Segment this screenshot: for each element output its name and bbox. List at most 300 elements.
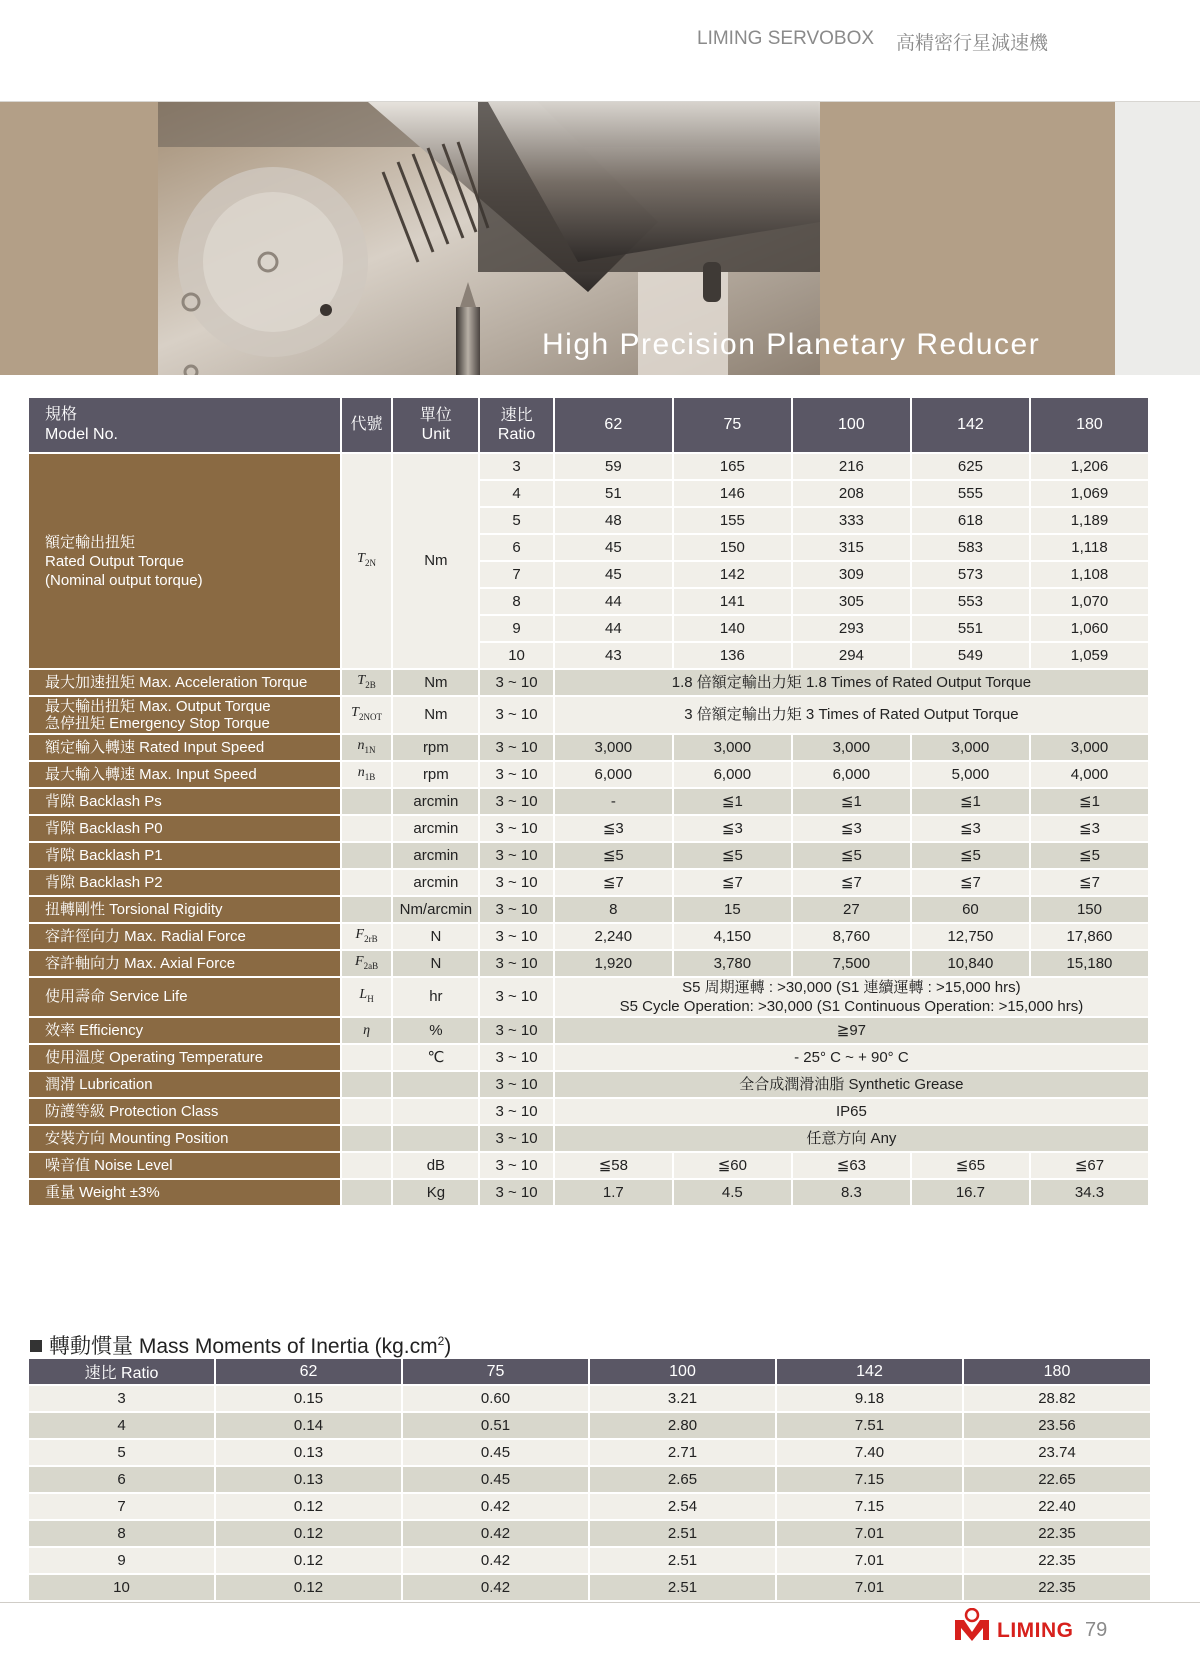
value-cell: 142 [674,562,791,587]
ratio-cell: 3 ~ 10 [480,1153,552,1178]
value-cell: 1,189 [1031,508,1148,533]
value-cell: 4,000 [1031,762,1148,787]
model-75-header: 75 [674,398,791,452]
value-cell: 333 [793,508,910,533]
value-cell: 44 [555,616,672,641]
rated-torque-label [29,454,340,668]
ratio-cell: 3 ~ 10 [480,789,552,814]
ratio-cell: 7 [480,562,552,587]
ratio-cell: 5 [29,1440,214,1465]
value-cell: 1,069 [1031,481,1148,506]
row-symbol [342,924,392,949]
value-cell: 165 [674,454,791,479]
row-symbol [342,735,392,760]
bullet-square-icon [30,1340,42,1352]
value-cell: 3,780 [674,951,791,976]
value-cell: 0.15 [216,1386,401,1411]
value-cell: 22.35 [964,1575,1150,1600]
value-cell: 146 [674,481,791,506]
value-cell: ≦7 [674,870,791,895]
row-unit: rpm [393,735,478,760]
value-cell: 0.13 [216,1467,401,1492]
unit-header-en: Unit [421,426,451,443]
row-label: 背隙 Backlash P0 [29,816,340,841]
value-cell: 0.12 [216,1575,401,1600]
value-cell: 7.15 [777,1494,962,1519]
value-cell: ≦7 [1031,870,1148,895]
value-cell: 22.40 [964,1494,1150,1519]
row-symbol [342,1126,392,1151]
table-row [29,870,1148,895]
value-cell: 4.5 [674,1180,791,1205]
value-cell: 7.40 [777,1440,962,1465]
symbol-main: T [351,705,359,721]
value-cell: 8 [555,897,672,922]
value-cell: 0.45 [403,1467,588,1492]
value-cell: ≦1 [674,789,791,814]
model-180-header: 180 [1031,398,1148,452]
value-cell: 3.21 [590,1386,775,1411]
value-cell: 6,000 [793,762,910,787]
table-row [29,1413,1150,1438]
row-label: 容許徑向力 Max. Radial Force [29,924,340,949]
row-label: 使用溫度 Operating Temperature [29,1045,340,1070]
spec-header-row [29,398,1148,452]
table-row [29,1153,1148,1178]
model-no-header [29,398,340,452]
row-symbol [342,1180,392,1205]
merged-value: - 25° C ~ + 90° C [555,1045,1148,1070]
value-cell: ≦3 [793,816,910,841]
table-row [29,454,1148,479]
value-cell: 155 [674,508,791,533]
symbol-main: n [357,737,365,753]
row-label: 安裝方向 Mounting Position [29,1126,340,1151]
max-output-label [29,697,340,733]
table-row [29,1548,1150,1573]
value-cell: 3,000 [1031,735,1148,760]
ratio-cell: 3 ~ 10 [480,762,552,787]
value-cell: 23.56 [964,1413,1150,1438]
value-cell: 294 [793,643,910,668]
table-row [29,978,1148,1016]
banner-side-panel [1115,102,1200,375]
table-row [29,1386,1150,1411]
row-label: 防護等級 Protection Class [29,1099,340,1124]
value-cell: 2.80 [590,1413,775,1438]
row-label: 背隙 Backlash P1 [29,843,340,868]
value-cell: 44 [555,589,672,614]
ratio-cell: 5 [480,508,552,533]
service-life-value [555,978,1148,1016]
row-unit [393,1099,478,1124]
value-cell: 9.18 [777,1386,962,1411]
header-subtitle: 高精密行星減速機 [896,33,1049,54]
value-cell: ≦7 [912,870,1029,895]
symbol-sub: 1B [364,771,376,782]
value-cell: ≦3 [1031,816,1148,841]
row-symbol [342,951,392,976]
value-cell: 0.12 [216,1548,401,1573]
ratio-cell: 3 ~ 10 [480,1099,552,1124]
value-cell: 583 [912,535,1029,560]
accel-torque-symbol [342,670,392,695]
value-cell: 17,860 [1031,924,1148,949]
value-cell: 553 [912,589,1029,614]
value-cell: 305 [793,589,910,614]
ratio-cell: 3 ~ 10 [480,735,552,760]
table-row [29,1018,1148,1043]
ratio-cell: 10 [480,643,552,668]
row-unit: arcmin [393,870,478,895]
value-cell: 3,000 [555,735,672,760]
page-number: 79 [1085,1619,1108,1641]
value-cell: 0.12 [216,1494,401,1519]
model-100-header: 100 [793,398,910,452]
ratio-cell: 3 ~ 10 [480,670,552,695]
value-cell: 43 [555,643,672,668]
ratio-header [480,398,552,452]
ratio-cell: 8 [29,1521,214,1546]
value-cell: 315 [793,535,910,560]
inertia-model-header: 142 [777,1359,962,1384]
table-row [29,951,1148,976]
value-cell: 6,000 [555,762,672,787]
row-unit: N [393,924,478,949]
ratio-cell: 3 ~ 10 [480,1126,552,1151]
ratio-cell: 3 ~ 10 [480,870,552,895]
value-cell: 23.74 [964,1440,1150,1465]
symbol-sub: 2NOT [358,711,382,722]
row-symbol: η [342,1018,392,1043]
ratio-cell: 3 ~ 10 [480,951,552,976]
table-row [29,1575,1150,1600]
value-cell: 7.51 [777,1413,962,1438]
ratio-cell: 3 ~ 10 [480,843,552,868]
inertia-table [27,1357,1152,1602]
ratio-cell: 3 ~ 10 [480,1018,552,1043]
symbol-main: F [355,926,365,942]
value-cell: 48 [555,508,672,533]
row-unit: ℃ [393,1045,478,1070]
value-cell: ≦58 [555,1153,672,1178]
table-row [29,1126,1148,1151]
value-cell: 1,060 [1031,616,1148,641]
row-symbol [342,816,392,841]
ratio-cell: 3 ~ 10 [480,1045,552,1070]
value-cell: ≦67 [1031,1153,1148,1178]
value-cell: ≦1 [912,789,1029,814]
row-label: 額定輸入轉速 Rated Input Speed [29,735,340,760]
row-unit: arcmin [393,789,478,814]
inertia-model-header: 180 [964,1359,1150,1384]
ratio-cell: 4 [480,481,552,506]
hero-banner [0,102,1115,375]
row-label: 扭轉剛性 Torsional Rigidity [29,897,340,922]
table-row [29,897,1148,922]
code-header: 代號 [342,398,392,452]
value-cell: 216 [793,454,910,479]
inertia-ratio-header: 速比 Ratio [29,1359,214,1384]
value-cell: 10,840 [912,951,1029,976]
unit-header [393,398,478,452]
symbol-sub: 2B [365,679,376,690]
value-cell: 0.42 [403,1575,588,1600]
ratio-cell: 3 ~ 10 [480,897,552,922]
row-symbol [342,762,392,787]
row-label: 最大輸入轉速 Max. Input Speed [29,762,340,787]
accel-torque-label: 最大加速扭矩 Max. Acceleration Torque [29,670,340,695]
table-row [29,1180,1148,1205]
value-cell: 0.42 [403,1548,588,1573]
rated-torque-symbol [342,454,392,668]
row-unit: arcmin [393,843,478,868]
max-output-label-2: 急停扭矩 Emergency Stop Torque [45,715,270,732]
value-cell: ≦63 [793,1153,910,1178]
inertia-section-title [30,1330,451,1360]
value-cell: 27 [793,897,910,922]
symbol-sub: 1N [364,744,376,755]
symbol-main: L [359,987,368,1003]
value-cell: ≦1 [1031,789,1148,814]
row-unit: N [393,951,478,976]
symbol-sub: 2N [364,557,376,568]
table-row [29,1440,1150,1465]
symbol-sub: H [367,993,374,1004]
model-142-header: 142 [912,398,1029,452]
row-unit: dB [393,1153,478,1178]
model-header-en: Model No. [45,426,118,443]
spec-table [27,396,1150,1207]
value-cell: 3,000 [793,735,910,760]
value-cell: ≦1 [793,789,910,814]
value-cell: 618 [912,508,1029,533]
value-cell: 16.7 [912,1180,1029,1205]
value-cell: 555 [912,481,1029,506]
value-cell: 45 [555,535,672,560]
inertia-model-header: 100 [590,1359,775,1384]
value-cell: 59 [555,454,672,479]
symbol-main: T [357,551,365,567]
symbol-main: n [357,764,365,780]
row-symbol [342,1072,392,1097]
ratio-cell: 3 ~ 10 [480,1072,552,1097]
rated-torque-label-en: Rated Output Torque [45,552,184,570]
value-cell: 7,500 [793,951,910,976]
model-header-zh: 規格 [45,406,78,423]
value-cell: 625 [912,454,1029,479]
inertia-title-en: Mass Moments of Inertia (kg.cm [138,1335,438,1358]
value-cell: 150 [674,535,791,560]
value-cell: 2.65 [590,1467,775,1492]
ratio-cell: 6 [480,535,552,560]
value-cell: 293 [793,616,910,641]
inertia-model-header: 75 [403,1359,588,1384]
inertia-title-sup: 2 [437,1334,445,1348]
value-cell: ≦60 [674,1153,791,1178]
row-unit: rpm [393,762,478,787]
inertia-header-row [29,1359,1150,1384]
unit-header-zh: 單位 [419,407,452,424]
row-unit: arcmin [393,816,478,841]
table-row [29,697,1148,733]
value-cell: 15,180 [1031,951,1148,976]
ratio-header-en: Ratio [497,426,536,443]
table-row [29,1045,1148,1070]
value-cell: 1.7 [555,1180,672,1205]
value-cell: 573 [912,562,1029,587]
max-output-symbol [342,697,392,733]
service-life-label: 使用壽命 Service Life [29,978,340,1016]
symbol-main: F [355,953,364,969]
value-cell: 12,750 [912,924,1029,949]
table-row [29,843,1148,868]
value-cell: 141 [674,589,791,614]
row-label: 噪音值 Noise Level [29,1153,340,1178]
value-cell: - [555,789,672,814]
value-cell: 8,760 [793,924,910,949]
merged-value: ≧97 [555,1018,1148,1043]
table-row [29,1072,1148,1097]
value-cell: 1,206 [1031,454,1148,479]
value-cell: 0.60 [403,1386,588,1411]
merged-value: 任意方向 Any [555,1126,1148,1151]
ratio-header-zh: 速比 [500,407,533,424]
table-row [29,1467,1150,1492]
value-cell: 0.45 [403,1440,588,1465]
value-cell: 0.42 [403,1521,588,1546]
row-label: 效率 Efficiency [29,1018,340,1043]
value-cell: ≦7 [793,870,910,895]
inertia-title-close: ) [444,1335,452,1358]
value-cell: 0.13 [216,1440,401,1465]
value-cell: 22.35 [964,1548,1150,1573]
service-life-symbol [342,978,392,1016]
ratio-cell: 3 [29,1386,214,1411]
accel-torque-value: 1.8 倍額定輸出力矩 1.8 Times of Rated Output Torque [555,670,1148,695]
value-cell: 136 [674,643,791,668]
value-cell: 34.3 [1031,1180,1148,1205]
model-62-header: 62 [555,398,672,452]
rated-torque-label-note: (Nominal output torque) [45,571,203,589]
value-cell: 7.01 [777,1521,962,1546]
row-label: 背隙 Backlash P2 [29,870,340,895]
value-cell: 22.35 [964,1521,1150,1546]
value-cell: 3,000 [912,735,1029,760]
table-row [29,670,1148,695]
service-life-unit: hr [393,978,478,1016]
value-cell: 1,118 [1031,535,1148,560]
max-output-label-1: 最大輸出扭矩 Max. Output Torque [45,698,271,715]
value-cell: ≦5 [674,843,791,868]
ratio-cell: 3 ~ 10 [480,816,552,841]
value-cell: 1,059 [1031,643,1148,668]
service-life-line-1: S5 周期運轉 : >30,000 (S1 連續運轉 : >15,000 hrs) [682,979,1021,996]
liming-logo-icon [953,1608,991,1642]
value-cell: 2.51 [590,1548,775,1573]
max-output-value: 3 倍額定輸出力矩 3 Times of Rated Output Torque [555,697,1148,733]
value-cell: 1,108 [1031,562,1148,587]
value-cell: 140 [674,616,791,641]
value-cell: 1,070 [1031,589,1148,614]
ratio-cell: 3 ~ 10 [480,1180,552,1205]
ratio-cell: 3 ~ 10 [480,924,552,949]
table-row [29,735,1148,760]
value-cell: ≦5 [912,843,1029,868]
value-cell: 22.65 [964,1467,1150,1492]
merged-value: 全合成潤滑油脂 Synthetic Grease [555,1072,1148,1097]
row-unit: Kg [393,1180,478,1205]
value-cell: 0.14 [216,1413,401,1438]
value-cell: ≦3 [674,816,791,841]
row-unit: Nm/arcmin [393,897,478,922]
row-label: 重量 Weight ±3% [29,1180,340,1205]
row-symbol [342,1153,392,1178]
value-cell: 7.01 [777,1548,962,1573]
table-row [29,1494,1150,1519]
value-cell: 551 [912,616,1029,641]
value-cell: 150 [1031,897,1148,922]
row-symbol [342,1099,392,1124]
value-cell: 8.3 [793,1180,910,1205]
value-cell: 45 [555,562,672,587]
inertia-model-header: 62 [216,1359,401,1384]
symbol-sub: 2aB [363,960,379,971]
row-label: 潤滑 Lubrication [29,1072,340,1097]
rated-torque-unit: Nm [393,454,478,668]
row-unit [393,1126,478,1151]
ratio-cell: 3 ~ 10 [480,978,552,1016]
value-cell: ≦5 [1031,843,1148,868]
max-output-unit: Nm [393,697,478,733]
value-cell: 0.51 [403,1413,588,1438]
value-cell: 0.42 [403,1494,588,1519]
row-label: 容許軸向力 Max. Axial Force [29,951,340,976]
ratio-cell: 9 [480,616,552,641]
value-cell: 51 [555,481,672,506]
table-row [29,924,1148,949]
value-cell: 3,000 [674,735,791,760]
value-cell: 7.01 [777,1575,962,1600]
value-cell: 1,920 [555,951,672,976]
row-label: 背隙 Backlash Ps [29,789,340,814]
accel-torque-unit: Nm [393,670,478,695]
ratio-cell: 3 ~ 10 [480,697,552,733]
row-symbol [342,789,392,814]
value-cell: ≦3 [555,816,672,841]
merged-value: IP65 [555,1099,1148,1124]
value-cell: 208 [793,481,910,506]
value-cell: 2.51 [590,1575,775,1600]
value-cell: 4,150 [674,924,791,949]
row-symbol [342,843,392,868]
ratio-cell: 3 [480,454,552,479]
value-cell: 5,000 [912,762,1029,787]
value-cell: 2.51 [590,1521,775,1546]
ratio-cell: 8 [480,589,552,614]
value-cell: 28.82 [964,1386,1150,1411]
symbol-main: T [357,672,366,688]
row-symbol [342,897,392,922]
table-row [29,1099,1148,1124]
value-cell: 7.15 [777,1467,962,1492]
ratio-cell: 10 [29,1575,214,1600]
ratio-cell: 4 [29,1413,214,1438]
table-row [29,816,1148,841]
value-cell: 549 [912,643,1029,668]
value-cell: 60 [912,897,1029,922]
value-cell: 2.71 [590,1440,775,1465]
